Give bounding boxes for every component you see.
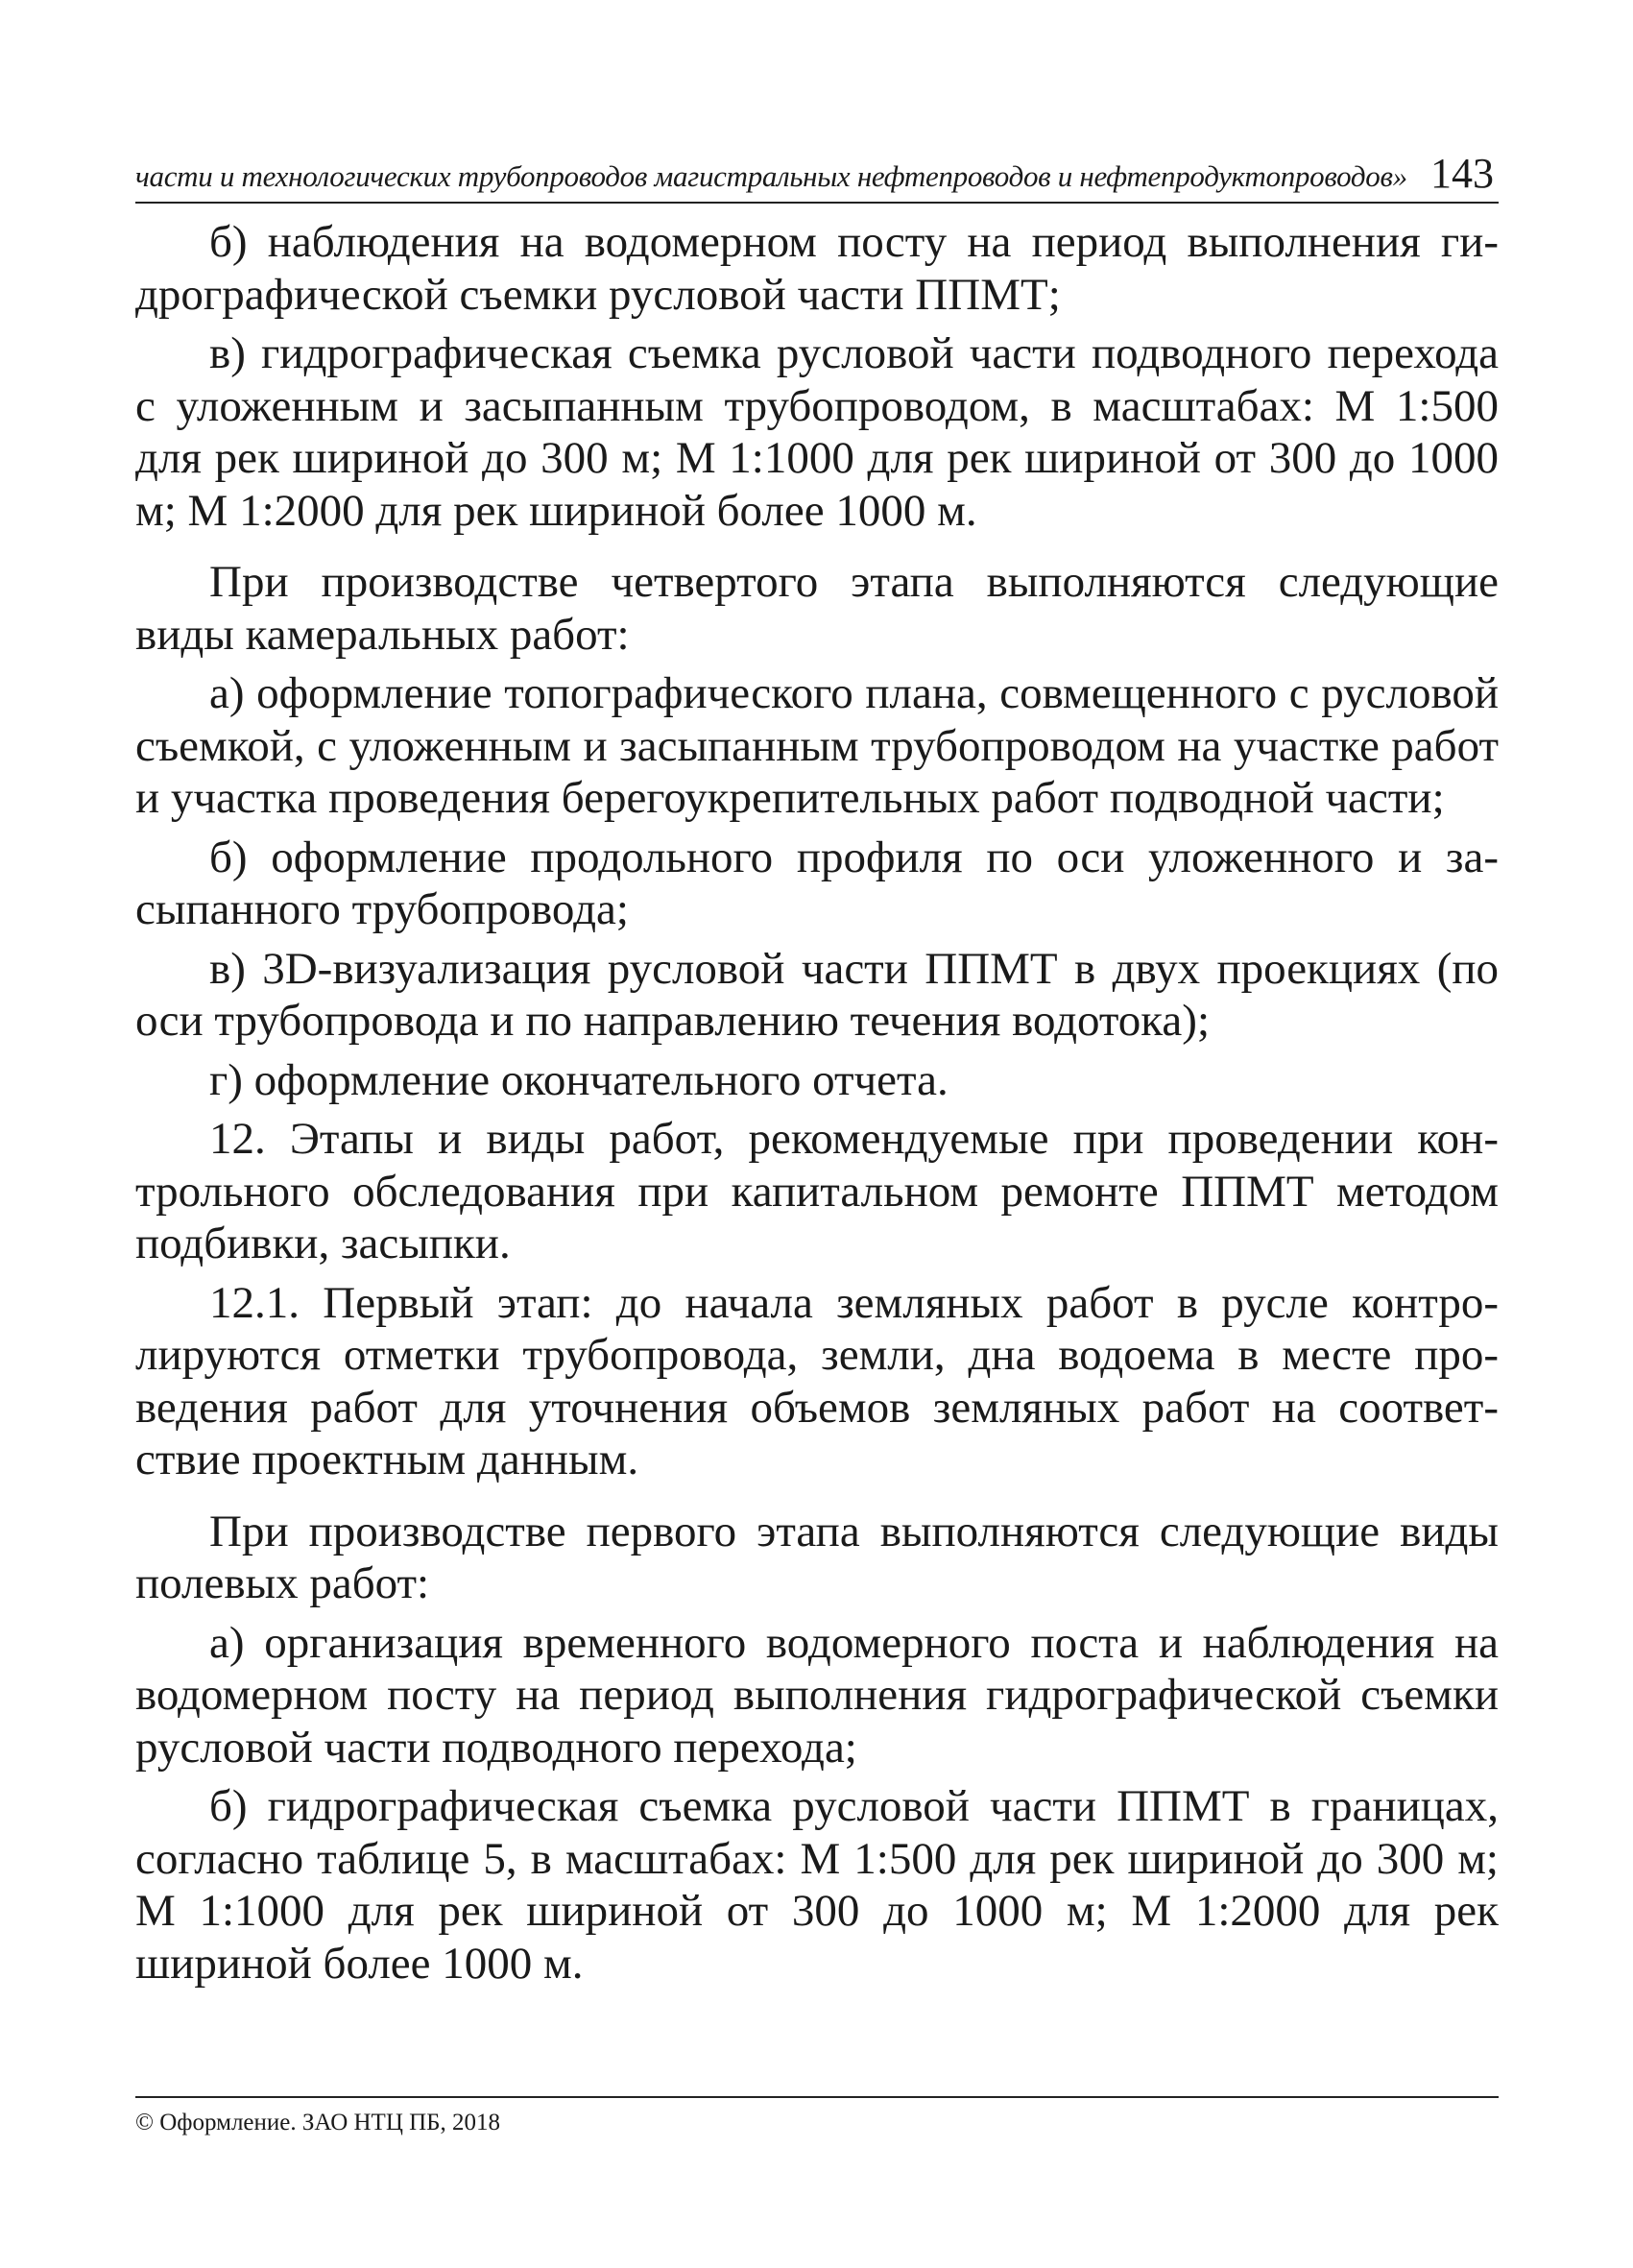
paragraph: а) организация временного водомерного поста и наблюдения на водомерном посту на период выполнения гидрографической съемки русловой части подводного перехода; <box>135 1617 1499 1773</box>
running-header-title: части и технологических трубопроводов магистральных нефтепроводов и нефтепродуктопроводов» <box>135 159 1407 193</box>
paragraph: При производстве первого этапа выполняются следующие виды полевых работ: <box>135 1506 1499 1608</box>
paragraph: б) наблюдения на водомерном посту на период выполнения гидрографической съемки русловой части ППМТ; <box>135 217 1499 320</box>
running-header <box>135 144 1499 204</box>
paragraph: в) 3D-визуализация русловой части ППМТ в двух проекциях (по оси трубопровода и по направлению течения водотока); <box>135 943 1499 1046</box>
copyright-notice: © Оформление. ЗАО НТЦ ПБ, 2018 <box>135 2110 501 2135</box>
paragraph: При производстве четвертого этапа выполняются следующие виды камеральных работ: <box>135 557 1499 660</box>
page-body <box>135 216 1499 1996</box>
paragraph: 12.1. Первый этап: до начала земляных работ в русле контролируются отметки трубопровода, земли, дна водоема в месте проведения работ для уточнения объемов земляных работ на соответствие проектным данным. <box>135 1277 1499 1484</box>
page-number: 143 <box>1430 150 1494 197</box>
paragraph: б) оформление продольного профиля по оси уложенного и засыпанного трубопровода; <box>135 832 1499 934</box>
page-footer <box>135 2096 1499 2136</box>
paragraph: в) гидрографическая съемка русловой части подводного перехода с уложенным и засыпанным трубопроводом, в масштабах: М 1:500 для рек шириной до 300 м; М 1:1000 для рек шириной от 300 до 1000 м; М 1:2000 для рек шириной более 1000 м. <box>135 328 1499 536</box>
paragraph: 12. Этапы и виды работ, рекомендуемые при проведении контрольного обследования при капитальном ремонте ППМТ методом подбивки, засыпки. <box>135 1114 1499 1268</box>
paragraph: б) гидрографическая съемка русловой части ППМТ в границах, согласно таблице 5, в масштабах: М 1:500 для рек шириной до 300 м; М 1:1000 для рек шириной от 300 до 1000 м; М 1:2000 для рек шириной более 1000 м. <box>135 1781 1499 1989</box>
paragraph: г) оформление окончательного отчета. <box>209 1054 949 1105</box>
paragraph: а) оформление топографического плана, совмещенного с русловой съемкой, с уложенным и засыпанным трубопроводом на участке работ и участка проведения берегоукрепительных работ подводной части; <box>135 668 1499 823</box>
